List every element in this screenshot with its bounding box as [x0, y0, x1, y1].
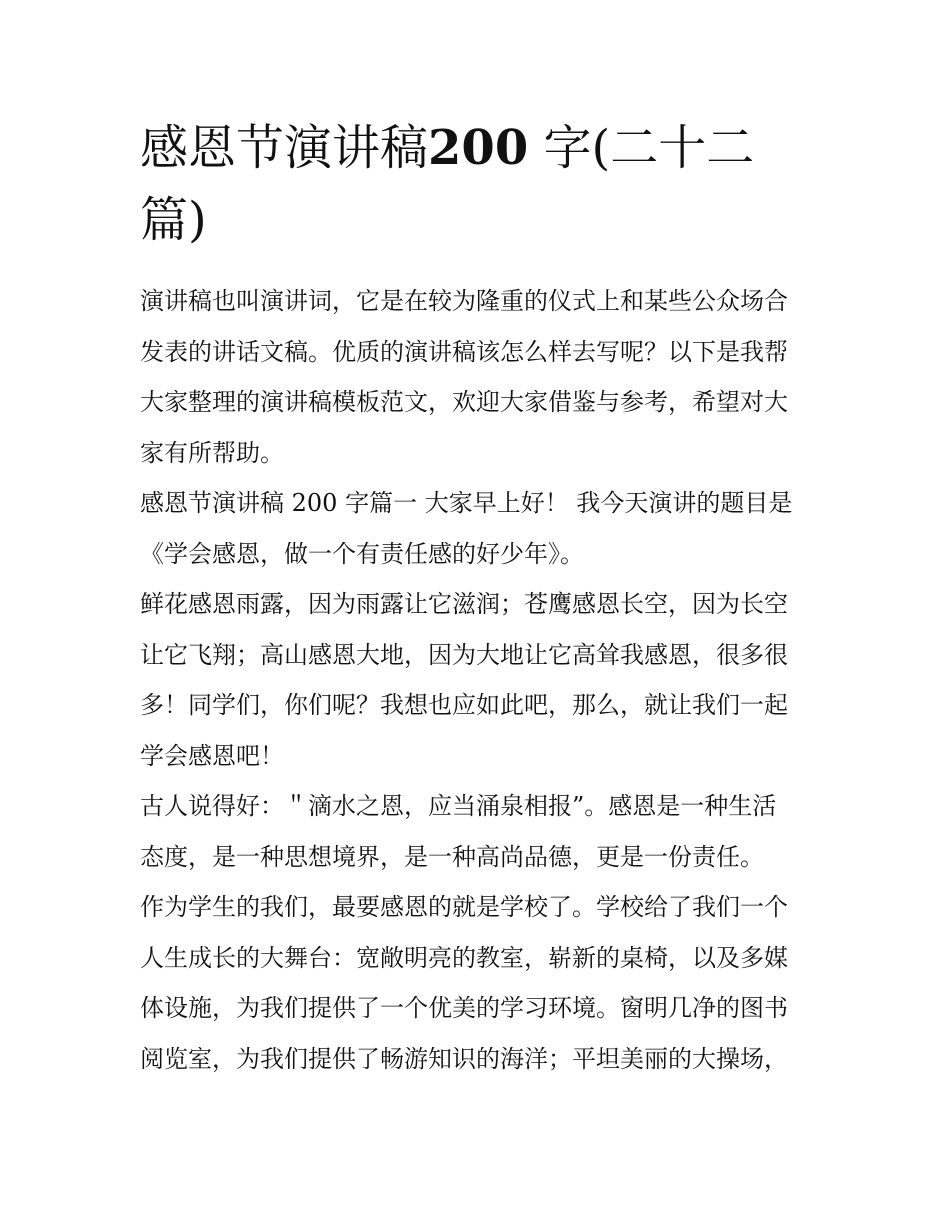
- body-line: 《学会感恩，做一个有责任感的好少年》。: [140, 539, 584, 568]
- body-line: 人生成长的大舞台：宽敞明亮的教室，崭新的桌椅，以及多媒: [140, 943, 788, 972]
- body-line: 大家整理的演讲稿模板范文，欢迎大家借鉴与参考，希望对大: [140, 388, 788, 416]
- body-line: 古人说得好：＂滴水之恩，应当涌泉相报”。感恩是一种生活: [140, 792, 777, 820]
- body-line: 多！同学们，你们呢？我想也应如此吧，那么，就让我们一起: [140, 691, 788, 719]
- body-line: 作为学生的我们，最要感恩的就是学校了。学校给了我们一个: [140, 893, 788, 921]
- body-line: 阅览室，为我们提供了畅游知识的海洋；平坦美丽的大操场，: [140, 1044, 788, 1073]
- title-prefix: 感恩节演讲稿: [140, 120, 429, 176]
- body-line: 态度，是一种思想境界，是一种高尚品德，更是一份责任。: [140, 842, 764, 871]
- title-number: 200: [428, 120, 529, 176]
- body-line: 体设施，为我们提供了一个优美的学习环境。窗明几净的图书: [140, 994, 788, 1022]
- body-line: 让它飞翔；高山感恩大地，因为大地让它高耸我感恩，很多很: [140, 640, 788, 669]
- document-body: [140, 276, 816, 1084]
- document-title: [140, 112, 800, 256]
- title-line-2: 篇): [140, 192, 207, 248]
- body-line: 感恩节演讲稿 200 字篇一 大家早上好！ 我今天演讲的题目是: [140, 489, 793, 517]
- body-line: 学会感恩吧！: [140, 741, 284, 770]
- title-suffix: 字(二十二: [528, 120, 755, 176]
- body-line: 家有所帮助。: [140, 438, 284, 467]
- body-line: 演讲稿也叫演讲词，它是在较为隆重的仪式上和某些公众场合: [140, 287, 788, 315]
- body-line: 发表的讲话文稿。优质的演讲稿该怎么样去写呢？以下是我帮: [140, 337, 788, 366]
- body-line: 鲜花感恩雨露，因为雨露让它滋润；苍鹰感恩长空，因为长空: [140, 590, 788, 618]
